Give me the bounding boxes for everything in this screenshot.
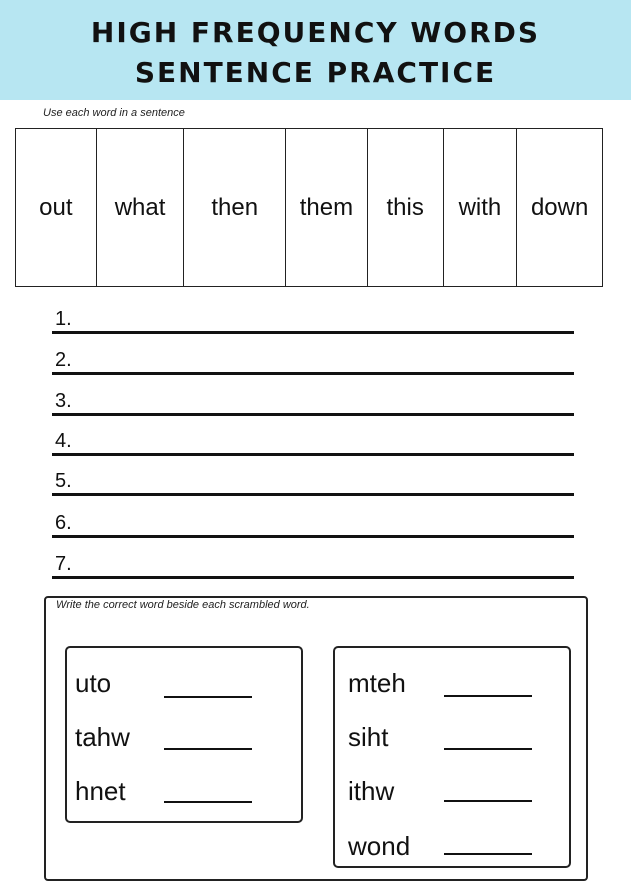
scrambled-word: tahw: [75, 722, 130, 752]
word-cell: them: [286, 129, 368, 286]
word-cell: with: [444, 129, 518, 286]
answer-blank[interactable]: [444, 748, 532, 750]
writing-rule: [52, 493, 574, 496]
scrambled-word: wond: [348, 831, 411, 861]
word-cell: down: [530, 193, 589, 221]
line-number: 6.: [55, 512, 72, 534]
writing-rule: [52, 331, 574, 334]
answer-blank[interactable]: [164, 748, 252, 750]
answer-blank[interactable]: [164, 696, 252, 698]
line-number: 2.: [55, 349, 72, 371]
answer-blank[interactable]: [444, 800, 532, 802]
page-subtitle: SENTENCE PRACTICE: [134, 56, 497, 89]
word-cell: what: [97, 129, 185, 286]
answer-blank[interactable]: [444, 695, 532, 697]
writing-rule: [52, 372, 574, 375]
sentence-line[interactable]: [52, 468, 574, 496]
word-cell: out: [16, 129, 97, 286]
line-number: 7.: [55, 553, 72, 575]
answer-blank[interactable]: [164, 801, 252, 803]
scrambled-word: mteh: [348, 668, 406, 698]
sentence-line[interactable]: [52, 510, 574, 538]
sentence-line[interactable]: [52, 428, 574, 456]
word-table: [15, 128, 603, 287]
sentence-line[interactable]: [52, 347, 574, 375]
sentence-instruction: Use each word in a sentence: [43, 107, 185, 119]
sentence-line[interactable]: [52, 551, 574, 579]
writing-rule: [52, 535, 574, 538]
page-title: HIGH FREQUENCY WORDS: [90, 16, 541, 49]
scrambled-word: hnet: [75, 776, 126, 806]
word-cell: this: [368, 129, 444, 286]
writing-rule: [52, 576, 574, 579]
line-number: 5.: [55, 470, 72, 492]
line-number: 1.: [55, 308, 72, 330]
scrambled-word: uto: [75, 668, 112, 698]
scrambled-word: ithw: [348, 776, 395, 806]
answer-blank[interactable]: [444, 853, 532, 855]
scrambled-word: siht: [348, 722, 389, 752]
scramble-instruction: Write the correct word beside each scrambled word.: [56, 599, 310, 611]
word-cell: then: [184, 129, 286, 286]
line-number: 4.: [55, 430, 72, 452]
sentence-line[interactable]: [52, 306, 574, 334]
sentence-line[interactable]: [52, 388, 574, 416]
writing-rule: [52, 453, 574, 456]
writing-rule: [52, 413, 574, 416]
line-number: 3.: [55, 390, 72, 412]
